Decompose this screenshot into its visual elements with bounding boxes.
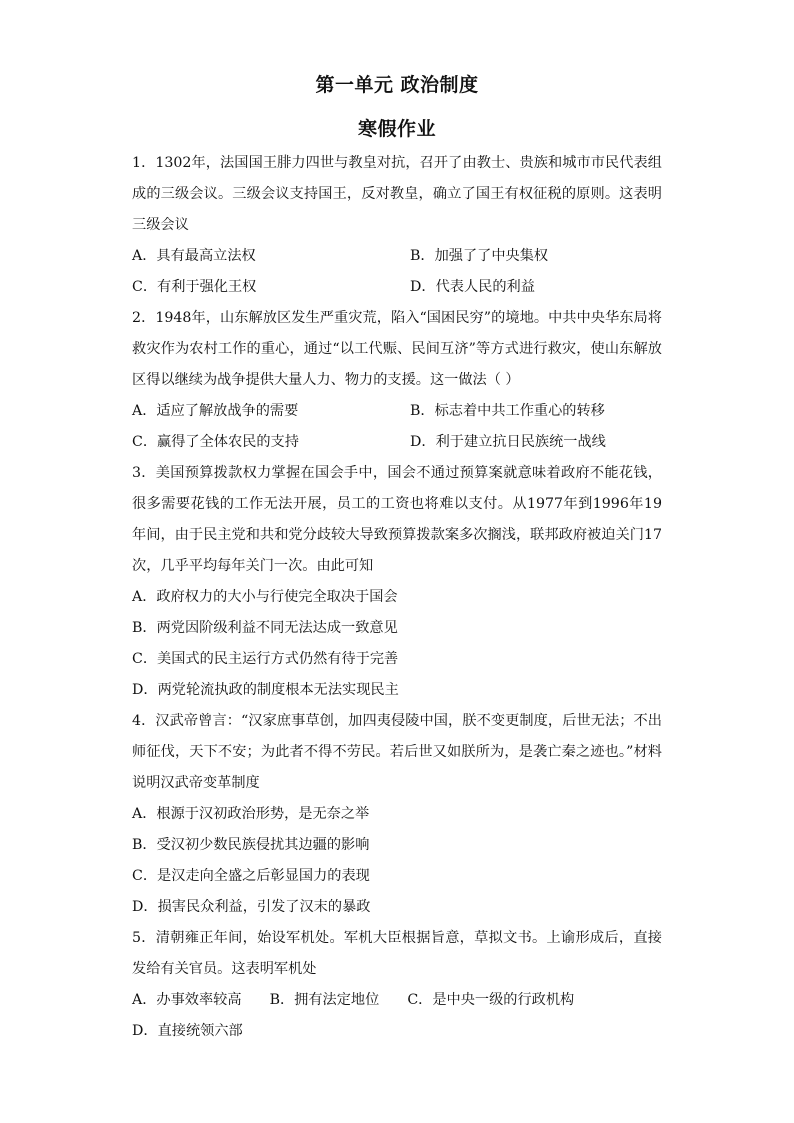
question-stem: 2．1948年，山东解放区发生严重灾荒，陷入“国困民穷”的境地。中共中央华东局将救灾作为农村工作的重心，通过“以工代赈、民间互济”等方式进行救灾，使山东解放区得以继续为战争提供大量人力、物力的支援。这一做法（ ） xyxy=(132,310,662,388)
page-title: 第一单元 政治制度 xyxy=(315,74,479,96)
option-d: D．利于建立抗日民族统一战线 xyxy=(410,434,606,450)
option-c: C．美国式的民主运行方式仍然有待于完善 xyxy=(132,651,399,667)
option-b: B．受汉初少数民族侵扰其边疆的影响 xyxy=(132,837,370,853)
option-group xyxy=(132,582,662,706)
option-b: B．标志着中共工作重心的转移 xyxy=(410,403,605,419)
question-stem: 1．1302年，法国国王腓力四世与教皇对抗，召开了由教士、贵族和城市市民代表组成的三级会议。三级会议支持国王，反对教皇，确立了国王有权征税的原则。这表明三级会议 xyxy=(132,155,662,233)
option-d: D．损害民众利益，引发了汉末的暴政 xyxy=(132,899,371,915)
option-group xyxy=(132,241,662,303)
option-b: B．拥有法定地位 xyxy=(269,992,380,1008)
option-c: C．有利于强化王权 xyxy=(132,279,257,295)
option-a: A．适应了解放战争的需要 xyxy=(132,403,299,419)
option-d: D．直接统领六部 xyxy=(132,1023,243,1039)
option-c: C．赢得了全体农民的支持 xyxy=(132,434,299,450)
option-c: C．是中央一级的行政机构 xyxy=(407,992,575,1008)
question-stem: 5．清朝雍正年间，始设军机处。军机大臣根据旨意，草拟文书。上谕形成后，直接发给有关官员。这表明军机处 xyxy=(132,930,662,977)
question-stem: 4．汉武帝曾言：“汉家庶事草创，加四夷侵陵中国，朕不变更制度，后世无法；不出师征伐，天下不安；为此者不得不劳民。若后世又如朕所为，是袭亡秦之迹也。”材料说明汉武帝变革制度 xyxy=(132,713,662,791)
option-d: D．两党轮流执政的制度根本无法实现民主 xyxy=(132,682,399,698)
page-subtitle: 寒假作业 xyxy=(357,118,436,140)
question-1 xyxy=(132,148,662,303)
option-a: A．根源于汉初政治形势，是无奈之举 xyxy=(132,806,370,822)
option-c: C．是汉走向全盛之后彰显国力的表现 xyxy=(132,868,370,884)
question-list xyxy=(132,148,662,1047)
option-b: B．加强了了中央集权 xyxy=(410,248,549,264)
option-a: A．办事效率较高 xyxy=(132,992,242,1008)
option-a: A．政府权力的大小与行使完全取决于国会 xyxy=(132,589,398,605)
option-d: D．代表人民的利益 xyxy=(410,279,535,295)
option-group xyxy=(132,985,662,1047)
question-2 xyxy=(132,303,662,458)
question-5 xyxy=(132,923,662,1047)
option-group xyxy=(132,396,662,458)
question-3 xyxy=(132,458,662,706)
question-4 xyxy=(132,706,662,923)
option-group xyxy=(132,799,662,923)
option-b: B．两党因阶级利益不同无法达成一致意见 xyxy=(132,620,398,636)
option-a: A．具有最高立法权 xyxy=(132,248,256,264)
question-stem: 3．美国预算拨款权力掌握在国会手中，国会不通过预算案就意味着政府不能花钱，很多需要花钱的工作无法开展，员工的工资也将难以支付。从1977年到1996年19年间，由于民主党和共和党分歧较大导致预算拨款案多次搁浅，联邦政府被迫关门17次，几乎平均每年关门一次。由此可知 xyxy=(132,465,662,574)
